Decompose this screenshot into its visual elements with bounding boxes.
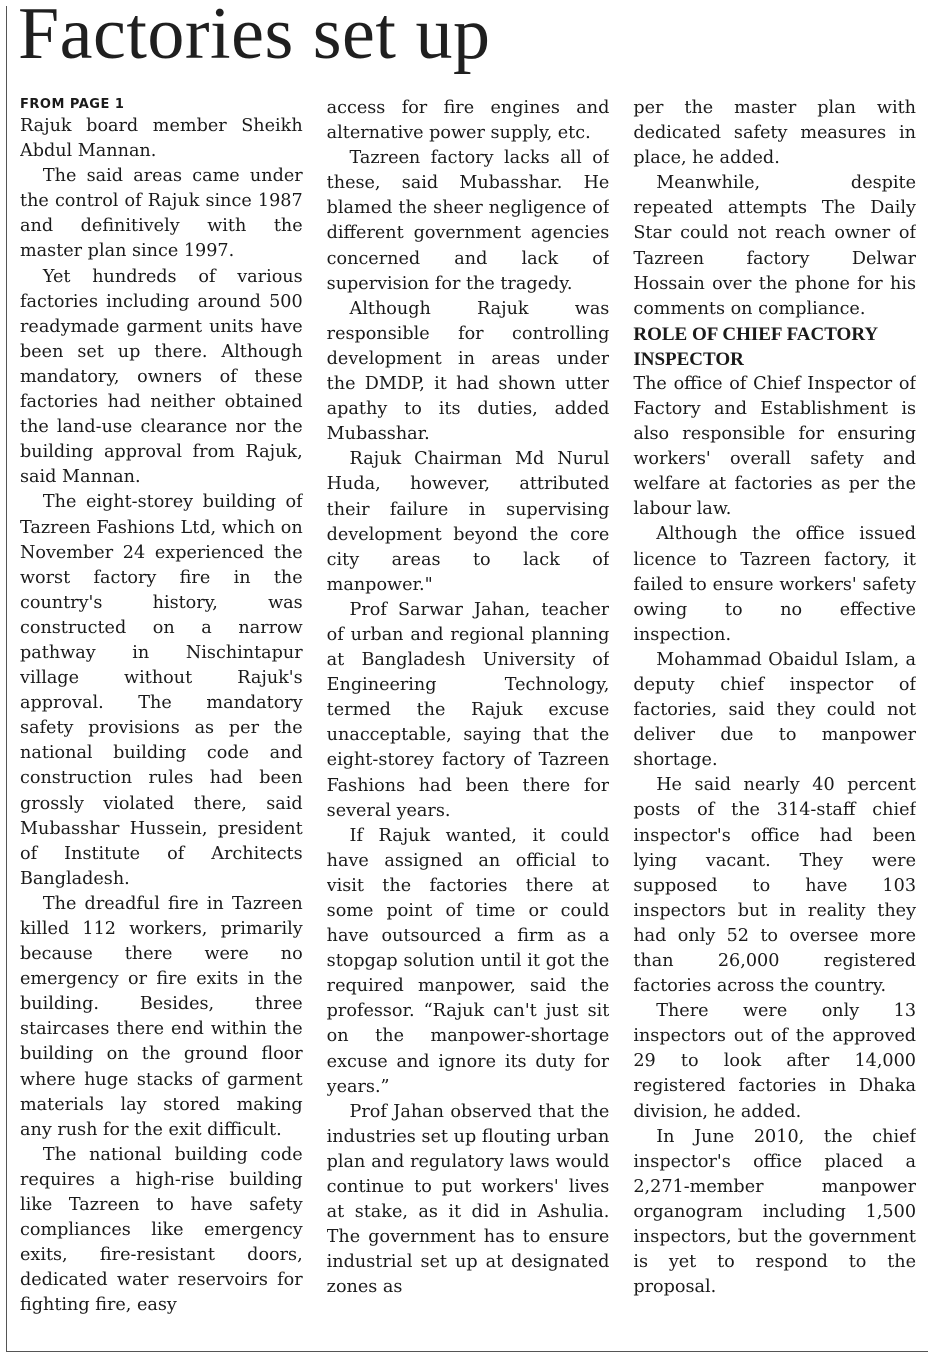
paragraph: Tazreen factory lacks all of these, said Mubasshar. He blamed the sheer negligence of different government agencies concerned and lack of supervision for the tragedy. — [326, 148, 610, 294]
paragraph: Prof Jahan observed that the industries set up flouting urban plan and regulatory laws would continue to put workers' lives at stake, as it did in Ashulia. The government has to ensure industrial set up at designated zones as — [326, 1101, 610, 1298]
left-rule — [6, 6, 7, 1352]
paragraph: The office of Chief Inspector of Factory and Establishment is also responsible for ensuring workers' overall safety and welfare at factories as per the labour law. — [633, 373, 917, 520]
paragraph: If Rajuk wanted, it could have assigned an official to visit the factories there at some point of time or could have outsourced a firm as a stopgap solution until it got the required manpower, said the professor. “Rajuk can't just sit on the manpower-shortage excuse and ignore its duty for years.” — [326, 825, 610, 1097]
paragraph: The national building code requires a high-rise building like Tazreen to have safety compliances like emergency exits, fire-resistant doors, dedicated water reservoirs for fighting fire, easy — [20, 1144, 303, 1316]
paragraph: Mohammad Obaidul Islam, a deputy chief inspector of factories, said they could not deliver due to manpower shortage. — [633, 649, 917, 771]
paragraph: Although Rajuk was responsible for controlling development in areas under the DMDP, it had shown utter apathy to its duties, added Mubasshar. — [326, 298, 610, 445]
paragraph: Prof Sarwar Jahan, teacher of urban and regional planning at Bangladesh University of Engineering Technology, termed the Rajuk excuse unacceptable, saying that the eight-storey factory of Tazreen Fashions had been there for several years. — [326, 599, 610, 821]
paragraph: The said areas came under the control of Rajuk since 1987 and definitively with the master plan since 1997. — [20, 166, 303, 262]
article-body — [20, 96, 916, 1346]
bottom-rule — [6, 1351, 928, 1352]
paragraph: There were only 13 inspectors out of the approved 29 to look after 14,000 registered factories in Dhaka division, he added. — [633, 1001, 917, 1122]
article-headline: Factories set up — [18, 0, 491, 75]
paragraph: The eight-storey building of Tazreen Fashions Ltd, which on November 24 experienced the worst factory fire in the country's history, was constructed on a narrow pathway in Nischintapur village without Rajuk's approval. The mandatory safety provisions as per the national building code and construction rules had been grossly violated there, said Mubasshar Hussein, president of Institute of Architects Bangladesh. — [20, 492, 303, 889]
paragraph: Rajuk Chairman Md Nurul Huda, however, attributed their failure in supervising development beyond the core city areas to lack of manpower." — [326, 449, 610, 595]
section-subhead: ROLE OF CHIEF FACTORY INSPECTOR — [633, 323, 878, 370]
paragraph: Meanwhile, despite repeated attempts The Daily Star could not reach owner of Tazreen factory Delwar Hossain over the phone for his comments on compliance. — [633, 173, 917, 319]
paragraph: Rajuk board member Sheikh Abdul Mannan. — [20, 116, 303, 162]
paragraph: Although the office issued licence to Tazreen factory, it failed to ensure workers' safety owing to no effective inspection. — [633, 524, 917, 645]
paragraph: He said nearly 40 percent posts of the 314-staff chief inspector's office had been lying vacant. They were supposed to have 103 inspectors but in reality they had only 52 to oversee more than 26,000 registered factories across the country. — [633, 775, 917, 997]
paragraph: Yet hundreds of various factories including around 500 readymade garment units have been set up there. Although mandatory, owners of these factories had neither obtained the land-use clearance nor the building approval from Rajuk, said Mannan. — [20, 266, 303, 488]
continued-from-label: FROM PAGE 1 — [20, 97, 125, 112]
article-column-3 — [633, 96, 916, 1346]
article-column-2 — [327, 96, 610, 1346]
paragraph: access for fire engines and alternative power supply, etc. — [326, 98, 610, 144]
paragraph: The dreadful fire in Tazreen killed 112 workers, primarily because there were no emergency or fire exits in the building. Besides, three staircases there end within the building on the ground floor where huge stacks of garment materials lay stored making any rush for the exit difficult. — [20, 893, 303, 1140]
article-column-1 — [20, 96, 303, 1346]
paragraph: In June 2010, the chief inspector's office placed a 2,271-member manpower organogram including 1,500 inspectors, but the government is yet to respond to the proposal. — [633, 1126, 917, 1298]
paragraph: per the master plan with dedicated safety measures in place, he added. — [633, 98, 917, 169]
